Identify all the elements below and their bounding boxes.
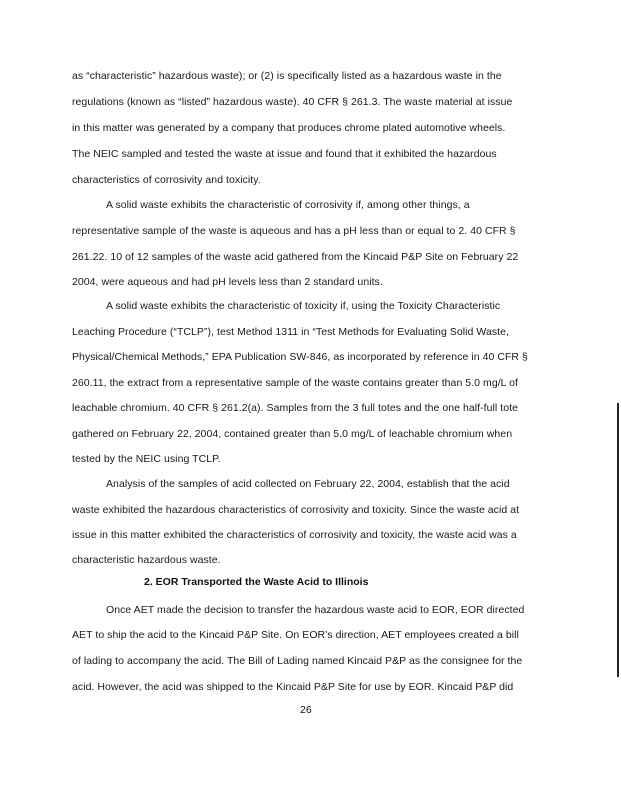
- paragraph-first-line: Once AET made the decision to transfer the hazardous waste acid to EOR, EOR directed: [106, 604, 525, 616]
- body-text-line: 260.11, the extract from a representative sample of the waste contains greater than 5.0 mg/L of: [72, 377, 518, 389]
- body-text-line: representative sample of the waste is aqueous and has a pH less than or equal to 2. 40 CFR §: [72, 225, 516, 237]
- body-text-line: as “characteristic” hazardous waste); or (2) is specifically listed as a hazardous waste in the: [72, 70, 502, 82]
- body-text-line: Leaching Procedure (“TCLP”), test Method 1311 in “Test Methods for Evaluating Solid Waste,: [72, 326, 509, 338]
- body-text-line: waste exhibited the hazardous characteristics of corrosivity and toxicity. Since the waste acid at: [72, 504, 520, 516]
- body-text-line: gathered on February 22, 2004, contained greater than 5.0 mg/L of leachable chromium when: [72, 428, 513, 440]
- section-heading: 2. EOR Transported the Waste Acid to Illinois: [144, 576, 369, 588]
- body-text-line: regulations (known as “listed” hazardous waste). 40 CFR § 261.3. The waste material at issue: [72, 96, 513, 108]
- body-text-line: acid. However, the acid was shipped to the Kincaid P&P Site for use by EOR. Kincaid P&P did: [72, 681, 514, 693]
- body-text-line: Physical/Chemical Methods,” EPA Publication SW-846, as incorporated by reference in 40 CFR §: [72, 351, 528, 363]
- body-text-line: AET to ship the acid to the Kincaid P&P Site. On EOR’s direction, AET employees created a bill: [72, 629, 519, 641]
- body-text-line: 261.22. 10 of 12 samples of the waste acid gathered from the Kincaid P&P Site on February 22: [72, 251, 519, 263]
- margin-change-bar: [617, 403, 619, 677]
- body-text-line: in this matter was generated by a company that produces chrome plated automotive wheels.: [72, 122, 506, 134]
- body-text-line: of lading to accompany the acid. The Bill of Lading named Kincaid P&P as the consignee for the: [72, 655, 523, 667]
- body-text-line: leachable chromium. 40 CFR § 261.2(a). Samples from the 3 full totes and the one half-full tote: [72, 402, 518, 414]
- body-text-line: The NEIC sampled and tested the waste at issue and found that it exhibited the hazardous: [72, 148, 497, 160]
- paragraph-first-line: A solid waste exhibits the characteristic of toxicity if, using the Toxicity Characteristic: [106, 300, 501, 312]
- body-text-line: tested by the NEIC using TCLP.: [72, 453, 221, 465]
- page-number: 26: [300, 704, 312, 716]
- paragraph-first-line: A solid waste exhibits the characteristic of corrosivity if, among other things, a: [106, 199, 470, 211]
- body-text-line: 2004, were aqueous and had pH levels less than 2 standard units.: [72, 276, 383, 288]
- body-text-line: characteristics of corrosivity and toxicity.: [72, 174, 261, 186]
- body-text-line: issue in this matter exhibited the characteristics of corrosivity and toxicity, the waste acid was a: [72, 529, 517, 541]
- paragraph-first-line: Analysis of the samples of acid collected on February 22, 2004, establish that the acid: [106, 478, 510, 490]
- body-text-line: characteristic hazardous waste.: [72, 554, 221, 566]
